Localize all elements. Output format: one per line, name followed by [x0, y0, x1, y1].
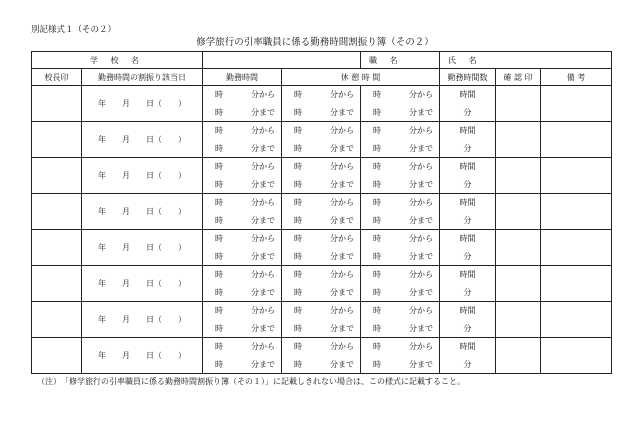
minute-unit: 分から	[330, 162, 354, 172]
confirm-seal-header: 確 認 印	[496, 69, 541, 86]
principal-seal-header: 校長印	[32, 69, 82, 86]
hour-unit: 時	[294, 90, 302, 100]
entry-row	[32, 230, 612, 248]
hours-unit: 時間	[459, 342, 476, 352]
hour-unit: 時	[215, 251, 223, 261]
break1-start-cell[interactable]	[282, 302, 361, 320]
entry-row	[32, 194, 612, 212]
hours-unit: 時間	[459, 234, 476, 244]
minute-unit: 分まで	[330, 143, 354, 153]
break2-end-cell[interactable]	[361, 176, 440, 194]
hours-unit: 時間	[459, 198, 476, 208]
date-cell[interactable]	[82, 230, 203, 266]
remarks-cell[interactable]	[541, 122, 612, 158]
minute-unit: 分まで	[251, 107, 275, 117]
hour-unit: 時	[294, 287, 302, 297]
principal-seal-cell[interactable]	[32, 266, 82, 302]
minutes-unit: 分	[463, 143, 472, 153]
minute-unit: 分まで	[251, 143, 275, 153]
confirm-seal-cell[interactable]	[496, 122, 541, 158]
break2-end-cell[interactable]	[361, 248, 440, 266]
hour-unit: 時	[373, 107, 381, 117]
hour-unit: 時	[373, 90, 381, 100]
minute-unit: 分から	[330, 270, 354, 280]
date-cell[interactable]	[82, 266, 203, 302]
minute-unit: 分まで	[409, 215, 433, 225]
hour-unit: 時	[373, 359, 381, 369]
work-end-cell[interactable]	[203, 140, 282, 158]
hour-unit: 時	[373, 251, 381, 261]
minute-unit: 分まで	[251, 179, 275, 189]
minutes-cell[interactable]	[440, 140, 496, 158]
hour-unit: 時	[294, 198, 302, 208]
minute-unit: 分まで	[251, 359, 275, 369]
break2-start-cell[interactable]	[361, 338, 440, 356]
minute-unit: 分から	[409, 126, 433, 136]
hour-unit: 時	[373, 198, 381, 208]
work-start-cell[interactable]	[203, 266, 282, 284]
break2-end-cell[interactable]	[361, 284, 440, 302]
minute-unit: 分から	[251, 270, 275, 280]
date-cell[interactable]	[82, 122, 203, 158]
hour-unit: 時	[373, 162, 381, 172]
minute-unit: 分まで	[251, 251, 275, 261]
hour-unit: 時	[215, 162, 223, 172]
break1-end-cell[interactable]	[282, 356, 361, 374]
hours-cell[interactable]	[440, 230, 496, 248]
minute-unit: 分から	[330, 234, 354, 244]
minute-unit: 分から	[409, 270, 433, 280]
hour-unit: 時	[294, 234, 302, 244]
minute-unit: 分まで	[251, 215, 275, 225]
hour-unit: 時	[373, 179, 381, 189]
minutes-cell[interactable]	[440, 176, 496, 194]
minute-unit: 分まで	[330, 359, 354, 369]
minute-unit: 分まで	[330, 251, 354, 261]
entry-row	[32, 338, 612, 356]
minutes-unit: 分	[463, 179, 472, 189]
hour-unit: 時	[215, 126, 223, 136]
hour-unit: 時	[215, 107, 223, 117]
work-end-cell[interactable]	[203, 104, 282, 122]
date-field: 年 月 日（ ）	[98, 99, 186, 108]
work-end-cell[interactable]	[203, 212, 282, 230]
hours-cell[interactable]	[440, 158, 496, 176]
hour-unit: 時	[373, 287, 381, 297]
date-field: 年 月 日（ ）	[98, 279, 186, 288]
hours-cell[interactable]	[440, 86, 496, 104]
minute-unit: 分から	[409, 306, 433, 316]
minute-unit: 分から	[330, 306, 354, 316]
hour-unit: 時	[215, 215, 223, 225]
minute-unit: 分から	[409, 198, 433, 208]
hour-unit: 時	[215, 287, 223, 297]
hour-unit: 時	[215, 179, 223, 189]
confirm-seal-cell[interactable]	[496, 158, 541, 194]
work-start-cell[interactable]	[203, 230, 282, 248]
work-start-cell[interactable]	[203, 194, 282, 212]
work-start-cell[interactable]	[203, 86, 282, 104]
minute-unit: 分から	[251, 198, 275, 208]
confirm-seal-cell[interactable]	[496, 194, 541, 230]
hour-unit: 時	[215, 90, 223, 100]
minute-unit: 分から	[251, 126, 275, 136]
hour-unit: 時	[373, 143, 381, 153]
break2-start-cell[interactable]	[361, 230, 440, 248]
work-end-cell[interactable]	[203, 356, 282, 374]
confirm-seal-cell[interactable]	[496, 230, 541, 266]
minutes-unit: 分	[463, 359, 472, 369]
minute-unit: 分まで	[330, 323, 354, 333]
remarks-cell[interactable]	[541, 194, 612, 230]
break2-start-cell[interactable]	[361, 302, 440, 320]
work-end-cell[interactable]	[203, 284, 282, 302]
minute-unit: 分まで	[409, 143, 433, 153]
school-info-row	[32, 52, 612, 69]
break2-end-cell[interactable]	[361, 212, 440, 230]
remarks-cell[interactable]	[541, 86, 612, 122]
hour-unit: 時	[215, 143, 223, 153]
minute-unit: 分まで	[409, 107, 433, 117]
school-name-field[interactable]	[203, 52, 361, 69]
hour-unit: 時	[215, 323, 223, 333]
date-cell[interactable]	[82, 158, 203, 194]
minute-unit: 分から	[409, 342, 433, 352]
confirm-seal-cell[interactable]	[496, 338, 541, 374]
hours-cell[interactable]	[440, 122, 496, 140]
break2-end-cell[interactable]	[361, 140, 440, 158]
school-name-label: 学 校 名	[32, 52, 203, 69]
hours-cell[interactable]	[440, 194, 496, 212]
hour-unit: 時	[215, 270, 223, 280]
minute-unit: 分から	[251, 306, 275, 316]
remarks-header: 備 考	[541, 69, 612, 86]
name-label: 氏 名	[448, 55, 482, 65]
principal-seal-cell[interactable]	[32, 338, 82, 374]
break2-end-cell[interactable]	[361, 320, 440, 338]
minute-unit: 分まで	[409, 287, 433, 297]
date-cell[interactable]	[82, 194, 203, 230]
minute-unit: 分まで	[409, 179, 433, 189]
minute-unit: 分まで	[409, 359, 433, 369]
minute-unit: 分から	[251, 90, 275, 100]
name-cell[interactable]	[440, 52, 612, 69]
hour-unit: 時	[215, 306, 223, 316]
hour-unit: 時	[294, 126, 302, 136]
remarks-cell[interactable]	[541, 338, 612, 374]
minute-unit: 分まで	[330, 179, 354, 189]
principal-seal-cell[interactable]	[32, 302, 82, 338]
minute-unit: 分から	[409, 162, 433, 172]
minutes-unit: 分	[463, 107, 472, 117]
work-end-cell[interactable]	[203, 248, 282, 266]
date-field: 年 月 日（ ）	[98, 171, 186, 180]
entry-row	[32, 122, 612, 140]
minutes-cell[interactable]	[440, 320, 496, 338]
hours-unit: 時間	[459, 90, 476, 100]
minutes-cell[interactable]	[440, 284, 496, 302]
hours-cell[interactable]	[440, 302, 496, 320]
hour-unit: 時	[215, 359, 223, 369]
hour-unit: 時	[294, 143, 302, 153]
work-end-cell[interactable]	[203, 176, 282, 194]
work-start-cell[interactable]	[203, 338, 282, 356]
minute-unit: 分から	[330, 90, 354, 100]
minute-unit: 分まで	[251, 323, 275, 333]
hours-cell[interactable]	[440, 338, 496, 356]
date-field: 年 月 日（ ）	[98, 315, 186, 324]
break1-start-cell[interactable]	[282, 338, 361, 356]
minute-unit: 分まで	[409, 251, 433, 261]
hour-unit: 時	[373, 323, 381, 333]
hour-unit: 時	[373, 215, 381, 225]
footnote: （注） 「修学旅行の引率職員に係る勤務時間割振り簿（その１）」に記載しきれない場合は、この様式に記載すること。	[37, 377, 465, 386]
hour-unit: 時	[294, 342, 302, 352]
hour-unit: 時	[215, 198, 223, 208]
hours-unit: 時間	[459, 306, 476, 316]
entry-row	[32, 302, 612, 320]
minutes-unit: 分	[463, 251, 472, 261]
break1-start-cell[interactable]	[282, 230, 361, 248]
minutes-unit: 分	[463, 215, 472, 225]
minute-unit: 分まで	[330, 107, 354, 117]
applicable-date-header: 勤務時間の割振り該当日	[82, 69, 203, 86]
hour-unit: 時	[373, 234, 381, 244]
hour-unit: 時	[294, 359, 302, 369]
hour-unit: 時	[373, 342, 381, 352]
break1-end-cell[interactable]	[282, 248, 361, 266]
date-field: 年 月 日（ ）	[98, 135, 186, 144]
work-end-cell[interactable]	[203, 320, 282, 338]
hour-unit: 時	[373, 270, 381, 280]
remarks-cell[interactable]	[541, 158, 612, 194]
confirm-seal-cell[interactable]	[496, 266, 541, 302]
hour-unit: 時	[294, 215, 302, 225]
break1-start-cell[interactable]	[282, 194, 361, 212]
principal-seal-cell[interactable]	[32, 194, 82, 230]
hour-unit: 時	[294, 162, 302, 172]
date-field: 年 月 日（ ）	[98, 243, 186, 252]
minute-unit: 分から	[251, 234, 275, 244]
break1-end-cell[interactable]	[282, 104, 361, 122]
form-label: 別記様式１（その２）	[31, 25, 117, 35]
principal-seal-cell[interactable]	[32, 158, 82, 194]
break2-start-cell[interactable]	[361, 158, 440, 176]
break1-start-cell[interactable]	[282, 266, 361, 284]
position-label: 職 名	[369, 55, 403, 65]
break2-end-cell[interactable]	[361, 104, 440, 122]
hours-unit: 時間	[459, 162, 476, 172]
break2-start-cell[interactable]	[361, 122, 440, 140]
document-title: 修学旅行の引率職員に係る勤務時間割振り簿（その２）	[196, 37, 434, 48]
remarks-cell[interactable]	[541, 266, 612, 302]
break-time-header: 休 憩 時 間	[282, 69, 440, 86]
hours-unit: 時間	[459, 270, 476, 280]
work-start-cell[interactable]	[203, 302, 282, 320]
date-field: 年 月 日（ ）	[98, 207, 186, 216]
minutes-cell[interactable]	[440, 248, 496, 266]
hour-unit: 時	[373, 306, 381, 316]
principal-seal-cell[interactable]	[32, 230, 82, 266]
date-cell[interactable]	[82, 338, 203, 374]
hour-unit: 時	[294, 251, 302, 261]
break1-end-cell[interactable]	[282, 212, 361, 230]
hour-unit: 時	[215, 342, 223, 352]
work-time-header: 勤務時間	[203, 69, 282, 86]
entry-row	[32, 266, 612, 284]
remarks-cell[interactable]	[541, 230, 612, 266]
minute-unit: 分から	[409, 234, 433, 244]
work-start-cell[interactable]	[203, 158, 282, 176]
break1-end-cell[interactable]	[282, 176, 361, 194]
minute-unit: 分まで	[330, 287, 354, 297]
break1-start-cell[interactable]	[282, 86, 361, 104]
entry-row	[32, 86, 612, 104]
break2-end-cell[interactable]	[361, 356, 440, 374]
break1-start-cell[interactable]	[282, 158, 361, 176]
hour-unit: 時	[215, 234, 223, 244]
header-row	[32, 69, 612, 86]
work-hours-header: 勤務時間数	[440, 69, 496, 86]
minutes-cell[interactable]	[440, 104, 496, 122]
minute-unit: 分から	[251, 162, 275, 172]
break1-end-cell[interactable]	[282, 284, 361, 302]
minute-unit: 分から	[251, 342, 275, 352]
minute-unit: 分から	[330, 126, 354, 136]
hour-unit: 時	[373, 126, 381, 136]
work-start-cell[interactable]	[203, 122, 282, 140]
principal-seal-cell[interactable]	[32, 86, 82, 122]
date-cell[interactable]	[82, 302, 203, 338]
hour-unit: 時	[294, 107, 302, 117]
minutes-cell[interactable]	[440, 356, 496, 374]
break2-start-cell[interactable]	[361, 266, 440, 284]
break2-start-cell[interactable]	[361, 194, 440, 212]
confirm-seal-cell[interactable]	[496, 86, 541, 122]
minutes-cell[interactable]	[440, 212, 496, 230]
minute-unit: 分から	[330, 342, 354, 352]
break2-start-cell[interactable]	[361, 86, 440, 104]
time-allocation-table	[31, 51, 612, 374]
minute-unit: 分まで	[251, 287, 275, 297]
minute-unit: 分まで	[330, 215, 354, 225]
minute-unit: 分から	[330, 198, 354, 208]
hour-unit: 時	[294, 306, 302, 316]
minute-unit: 分から	[409, 90, 433, 100]
hours-unit: 時間	[459, 126, 476, 136]
remarks-cell[interactable]	[541, 302, 612, 338]
hours-cell[interactable]	[440, 266, 496, 284]
principal-seal-cell[interactable]	[32, 122, 82, 158]
break1-end-cell[interactable]	[282, 320, 361, 338]
entry-row	[32, 158, 612, 176]
date-cell[interactable]	[82, 86, 203, 122]
minute-unit: 分まで	[409, 323, 433, 333]
position-cell[interactable]	[361, 52, 440, 69]
hour-unit: 時	[294, 270, 302, 280]
confirm-seal-cell[interactable]	[496, 302, 541, 338]
break1-end-cell[interactable]	[282, 140, 361, 158]
minutes-unit: 分	[463, 287, 472, 297]
date-field: 年 月 日（ ）	[98, 351, 186, 360]
hour-unit: 時	[294, 179, 302, 189]
break1-start-cell[interactable]	[282, 122, 361, 140]
minutes-unit: 分	[463, 323, 472, 333]
hour-unit: 時	[294, 323, 302, 333]
